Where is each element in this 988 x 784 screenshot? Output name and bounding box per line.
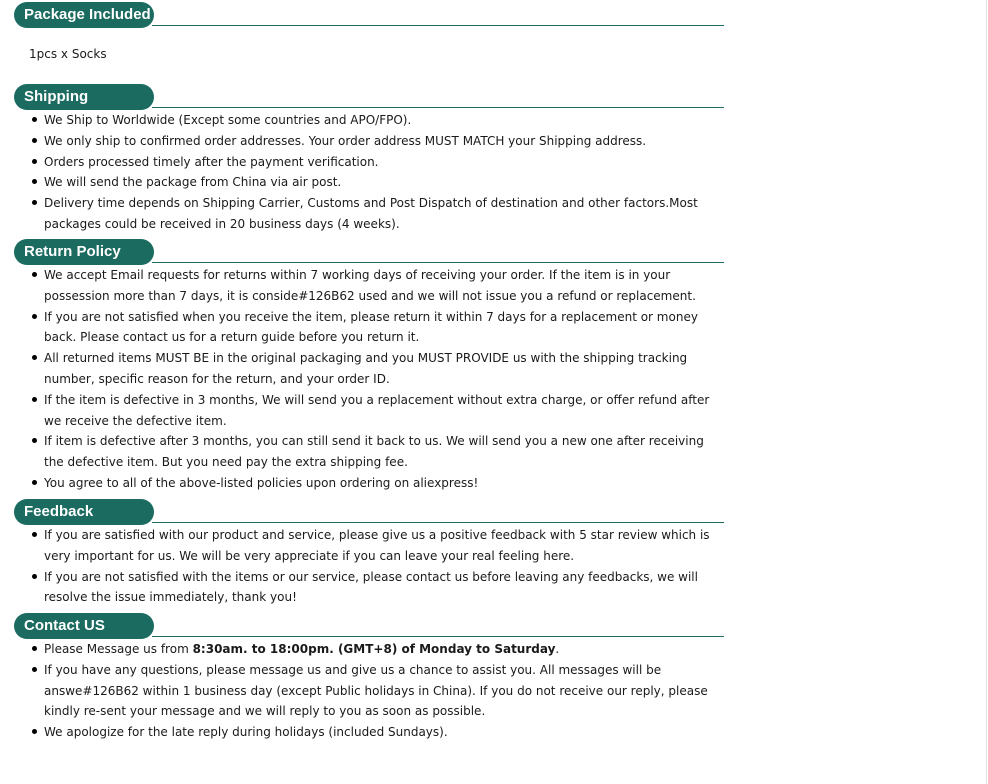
- section-header: [14, 84, 724, 110]
- list-item: If you are not satisfied with the items or our service, please contact us before leaving any feedbacks, we will resolve the issue immediately, thank you!: [14, 567, 724, 609]
- section-header: [14, 239, 724, 265]
- list-item: We only ship to confirmed order addresses. Your order address MUST MATCH your Shipping address.: [14, 131, 724, 152]
- list-item: If the item is defective in 3 months, We will send you a replacement without extra charge, or offer refund after we receive the defective item.: [14, 390, 724, 432]
- shipping-section: [14, 84, 724, 235]
- shipping-list: [14, 110, 724, 235]
- section-title: Return Policy: [14, 239, 154, 265]
- list-item: We will send the package from China via air post.: [14, 172, 724, 193]
- list-item: We Ship to Worldwide (Except some countries and APO/FPO).: [14, 110, 724, 131]
- list-item: If you are satisfied with our product and service, please give us a positive feedback with 5 star review which is very important for us. We will be very appreciate if you can leave your real feeling here.: [14, 525, 724, 567]
- contact-hours-prefix: Please Message us from: [44, 642, 193, 656]
- package-section: [14, 2, 724, 65]
- section-divider: [152, 636, 724, 637]
- list-item: We apologize for the late reply during holidays (included Sundays).: [14, 722, 724, 743]
- list-item: Orders processed timely after the payment verification.: [14, 152, 724, 173]
- contact-hours-suffix: .: [555, 642, 560, 656]
- contact-list: [14, 639, 724, 743]
- list-item: If item is defective after 3 months, you can still send it back to us. We will send you a new one after receiving the defective item. But you need pay the extra shipping fee.: [14, 431, 724, 473]
- feedback-list: [14, 525, 724, 608]
- list-item: We accept Email requests for returns within 7 working days of receiving your order. If the item is in your possession more than 7 days, it is conside#126B62 used and we will not issue you a refund or replacement.: [14, 265, 724, 307]
- contact-hours: 8:30am. to 18:00pm. (GMT+8) of Monday to Saturday: [192, 642, 556, 656]
- list-item: All returned items MUST BE in the original packaging and you MUST PROVIDE us with the shipping tracking number, specific reason for the return, and your order ID.: [14, 348, 724, 390]
- section-header: [14, 499, 724, 525]
- section-header: [14, 613, 724, 639]
- list-item: You agree to all of the above-listed policies upon ordering on aliexpress!: [14, 473, 724, 494]
- section-title: Shipping: [14, 84, 154, 110]
- section-title: Package Included: [14, 2, 154, 28]
- section-header: [14, 2, 724, 28]
- list-item: Delivery time depends on Shipping Carrier, Customs and Post Dispatch of destination and other factors.Most packages could be received in 20 business days (4 weeks).: [14, 193, 724, 235]
- section-divider: [152, 107, 724, 108]
- return-policy-section: [14, 239, 724, 494]
- package-contents: 1pcs x Socks: [29, 47, 107, 61]
- contact-section: [14, 613, 724, 743]
- section-title: Contact US: [14, 613, 154, 639]
- section-title: Feedback: [14, 499, 154, 525]
- section-divider: [152, 522, 724, 523]
- list-item: If you have any questions, please message us and give us a chance to assist you. All messages will be answe#126B62 within 1 business day (except Public holidays in China). If you do not receive our reply, please kindly re-sent your message and we will reply to you as soon as possible.: [14, 660, 724, 722]
- feedback-section: [14, 499, 724, 608]
- section-divider: [152, 25, 724, 26]
- page-edge-divider: [986, 0, 987, 784]
- section-divider: [152, 262, 724, 263]
- list-item: [14, 639, 724, 660]
- list-item: If you are not satisfied when you receive the item, please return it within 7 days for a replacement or money back. Please contact us for a return guide before you return it.: [14, 307, 724, 349]
- return-policy-list: [14, 265, 724, 494]
